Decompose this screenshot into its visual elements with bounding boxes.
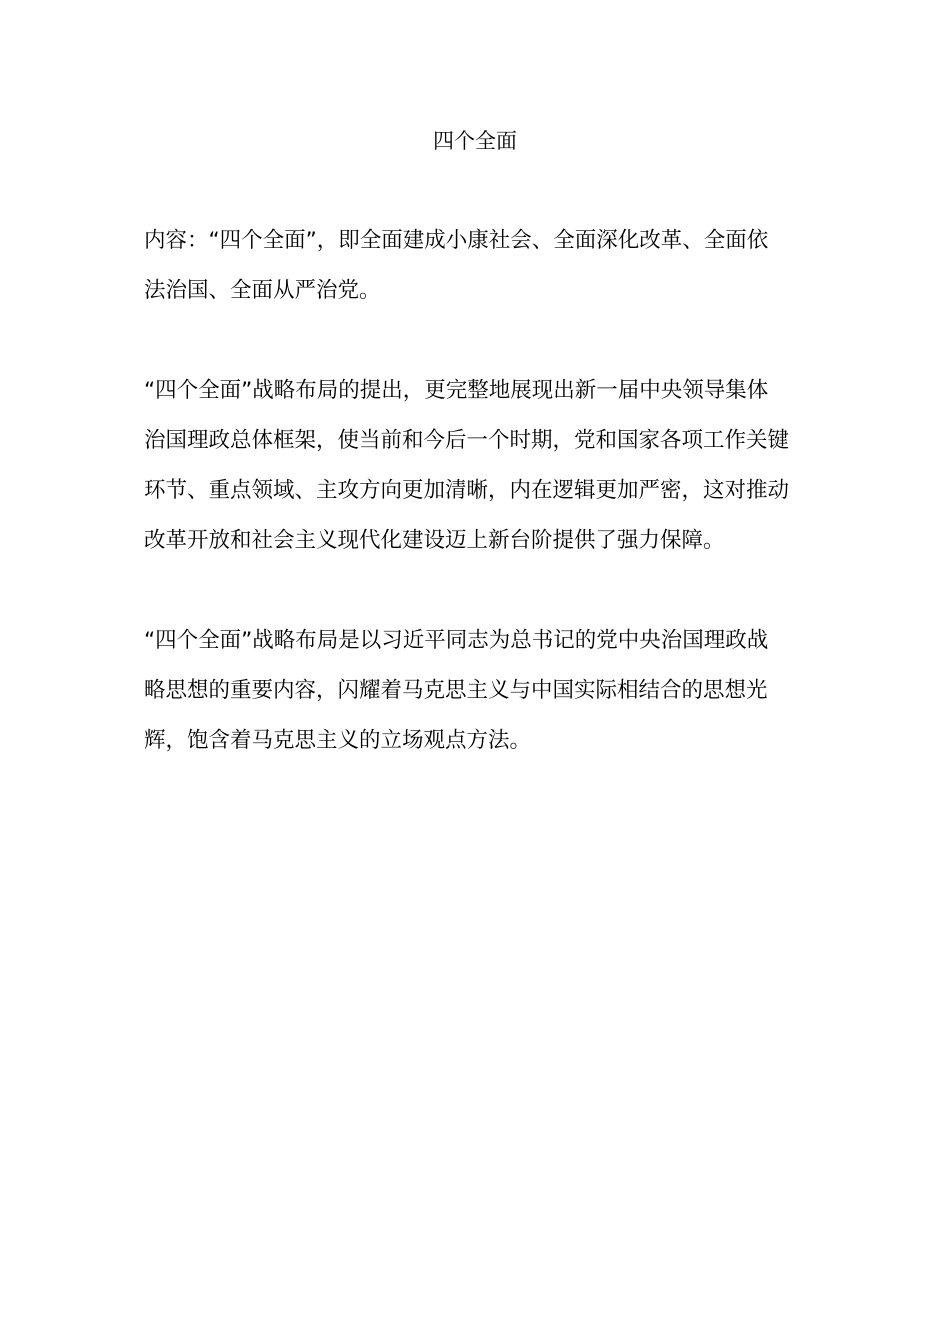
paragraph-line: 略思想的重要内容，闪耀着马克思主义与中国实际相结合的思想光 [144, 678, 768, 703]
paragraph-line: 辉，饱含着马克思主义的立场观点方法。 [144, 728, 532, 753]
paragraph-line: “四个全面”战略布局的提出，更完整地展现出新一届中央领导集体 [144, 378, 769, 403]
document-title: 四个全面 [433, 129, 517, 153]
paragraph-line: 内容：“四个全面”，即全面建成小康社会、全面深化改革、全面依 [144, 228, 769, 253]
paragraph-line: 治国理政总体框架，使当前和今后一个时期，党和国家各项工作关键 [144, 428, 790, 453]
paragraph-line: 法治国、全面从严治党。 [144, 278, 381, 303]
paragraph-line: “四个全面”战略布局是以习近平同志为总书记的党中央治国理政战 [144, 628, 769, 653]
paragraph-theoretical-content [144, 616, 808, 766]
paragraph-strategic-significance [144, 366, 808, 566]
paragraph-content-definition [144, 216, 808, 316]
paragraph-line: 改革开放和社会主义现代化建设迈上新台阶提供了强力保障。 [144, 528, 725, 553]
paragraph-line: 环节、重点领域、主攻方向更加清晰，内在逻辑更加严密，这对推动 [144, 478, 790, 503]
